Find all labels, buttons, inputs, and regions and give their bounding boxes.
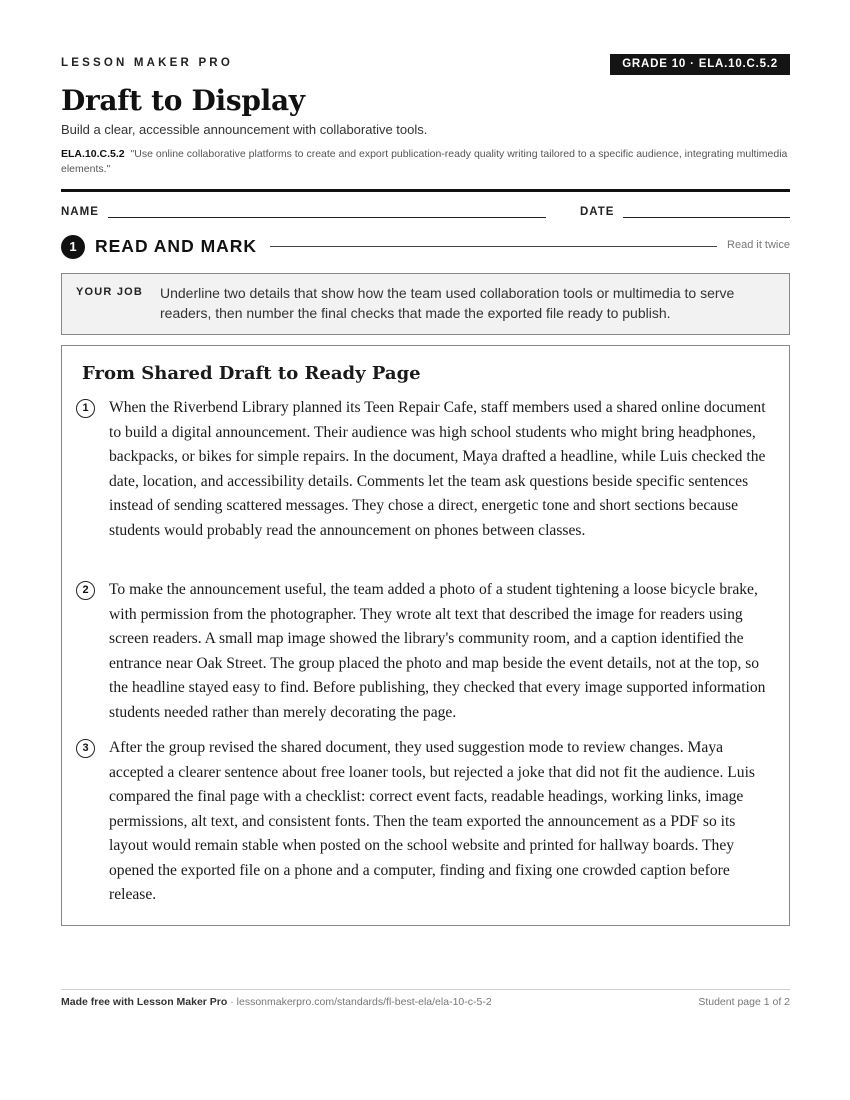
standard-description	[61, 147, 790, 177]
passage-paragraph: To make the announcement useful, the team added a photo of a student tightening a loose bicycle brake, with permission from the photographer. They wrote alt text that described the image for readers using screen readers. A small map image showed the library's community room, and a caption identified the entrance near Oak Street. The group placed the photo and map beside the event details, not at the top, so the headline stayed easy to find. Before publishing, they checked that every image supported information students needed rather than merely decorating the page.	[109, 581, 766, 721]
date-field[interactable]	[623, 217, 790, 218]
footer-page-number: Student page 1 of 2	[698, 996, 790, 1008]
page-title: Draft to Display	[61, 84, 305, 117]
name-field[interactable]	[108, 217, 546, 218]
your-job-instructions: Underline two details that show how the team used collaboration tools or multimedia to serve readers, then number the final checks that made the exported file ready to publish.	[160, 285, 735, 321]
section-heading	[61, 234, 790, 260]
paragraph-number: 3	[76, 739, 95, 758]
date-label: DATE	[580, 206, 615, 218]
reading-passage	[61, 345, 790, 926]
section-rule	[270, 246, 717, 247]
footer-credit	[61, 996, 492, 1008]
brand-name: LESSON MAKER PRO	[61, 57, 233, 69]
passage-paragraph: When the Riverbend Library planned its Teen Repair Cafe, staff members used a shared online document to build a digital announcement. Their audience was high school students who might bring headphones, backpacks, or bikes for simple repairs. In the document, Maya drafted a headline, while Luis checked the date, location, and accessibility details. Comments let the team ask questions beside specific sentences instead of sending scattered messages. They chose a direct, energetic tone and short sections because students would probably read the announcement on phones between classes.	[109, 399, 766, 539]
footer-made-with: Made free with Lesson Maker Pro	[61, 996, 228, 1008]
paragraph-number: 1	[76, 399, 95, 418]
passage-paragraph: After the group revised the shared document, they used suggestion mode to review changes. Maya accepted a clearer sentence about free loaner tools, but rejected a joke that did not fit the audience. Luis compared the final page with a checklist: correct event facts, readable headings, working links, image permissions, alt text, and consistent fonts. Then the team exported the announcement as a PDF so its layout would remain stable when posted on the school website and printed for hallway boards. They opened the exported file on a phone and a computer, finding and fixing one crowded caption before release.	[109, 739, 755, 903]
passage-title: From Shared Draft to Ready Page	[82, 363, 421, 384]
your-job-box	[61, 273, 790, 335]
footer-url[interactable]: · lessonmakerpro.com/standards/fl-best-ela/ela-10-c-5-2	[227, 996, 492, 1008]
section-title: READ AND MARK	[95, 236, 258, 256]
grade-standard-badge: GRADE 10 · ELA.10.C.5.2	[610, 54, 790, 75]
standard-text: "Use online collaborative platforms to create and export publication-ready quality writing tailored to a specific audience, integrating multimedia elements."	[61, 148, 788, 175]
paragraph-number: 2	[76, 581, 95, 600]
header-divider	[61, 189, 790, 192]
standard-code: ELA.10.C.5.2	[61, 148, 125, 160]
footer-divider	[61, 989, 790, 990]
section-number-badge: 1	[61, 235, 85, 259]
page-subtitle: Build a clear, accessible announcement with collaborative tools.	[61, 122, 428, 137]
section-hint: Read it twice	[727, 239, 790, 251]
your-job-label: YOUR JOB	[76, 286, 144, 298]
name-date-fields	[61, 205, 790, 221]
name-label: NAME	[61, 206, 99, 218]
